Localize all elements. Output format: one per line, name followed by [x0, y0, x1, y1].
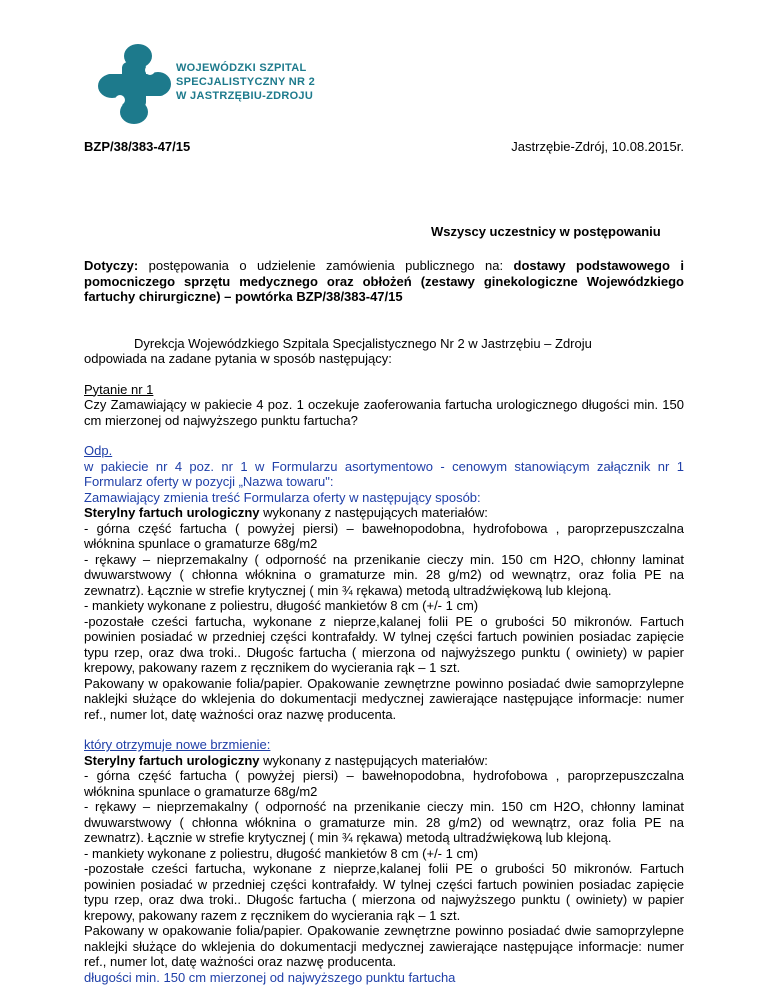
product-spec-p1: - górna część fartucha ( powyżej piersi) – bawełnopodobna, hydrofobowa , paroprzepuszczalna włóknina spunlace o gramaturze 68g/m2 [84, 520, 684, 551]
product-title-suffix: wykonany z następujących materiałów: [259, 505, 488, 520]
hospital-cross-logo-icon [96, 42, 174, 126]
new-wording-heading: który otrzymuje nowe brzmienie: [84, 737, 271, 752]
product-spec-p5: Pakowany w opakowanie folia/papier. Opakowanie zewnętrzne powinno posiadać dwie samoprzylepne naklejki służące do wklejenia do dokumentacji medycznej zawierające następujące informacje: numer ref., numer lot, datę ważności oraz nazwę producenta. [84, 675, 684, 722]
product-spec-p3: - mankiety wykonane z poliestru, długość mankietów 8 cm (+/- 1 cm) [84, 845, 479, 861]
product-spec-old [84, 505, 684, 722]
product-spec-p4: -pozostałe cześci fartucha, wykonane z nieprze,kalanej folii PE o grubości 50 mikronów. Fartuch powinien posiadać w przedniej części kontrafałdy. W tylnej części fartuch powinien posiadac zapięcie typu rzep, oraz dwa troki.. Długośc fartucha ( mierzona od najwyższego punktu ( owiniety) w papier krepowy, pakowany razem z ręcznikem do wycierania rąk – 1 szt. [84, 613, 684, 675]
product-spec-p1: - górna część fartucha ( powyżej piersi) – bawełnopodobna, hydrofobowa , paroprzepuszczalna włóknina spunlace o gramaturze 68g/m2 [84, 768, 684, 799]
final-note: długości min. 150 cm mierzonej od najwyższego punktu fartucha [84, 969, 456, 985]
product-spec-p2: - rękawy – nieprzemakalny ( odporność na przenikanie cieczy min. 150 cm H2O, chłonny laminat dwuwarstwowy ( chłonna włóknina o gramaturze min. 28 g/m2) od wewnątrz, oraz folia PE na zewnatrz). Łącznie w strefie krytycznej ( min ¾ rękawa) metodą ultradźwiękową lub klejoną. [84, 799, 684, 845]
hospital-name [176, 61, 315, 103]
product-title-line [84, 753, 684, 769]
subject-bold: dostawy podstawowego i pomocniczego sprzętu medycznego oraz obłożeń (zestawy ginekologiczne Wojewódzkiego fartuchy chirurgiczne) – powtórka BZP/38/383-47/15 [84, 258, 684, 304]
intro-line-1: Dyrekcja Wojewódzkiego Szpitala Specjalistycznego Nr 2 w Jastrzębiu – Zdroju [134, 335, 592, 351]
reference-number: BZP/38/383-47/15 [84, 139, 191, 154]
subject-paragraph [84, 258, 684, 305]
subject-text: postępowania o udzielenie zamówienia publicznego na: [138, 258, 514, 273]
recipients: Wszyscy uczestnicy w postępowaniu [431, 224, 661, 239]
product-title: Sterylny fartuch urologiczny [84, 752, 260, 768]
hospital-name-line: SPECJALISTYCZNY NR 2 [176, 76, 316, 88]
product-title-line [84, 505, 684, 521]
place-date: Jastrzębie-Zdrój, 10.08.2015r. [511, 139, 684, 154]
product-title-suffix: wykonany z następujących materiałów: [259, 752, 488, 768]
letter-body [84, 258, 684, 985]
answer-line-1: w pakiecie nr 4 poz. nr 1 w Formularzu asortymentowo - cenowym stanowiącym załącznik nr 1 Formularz oferty w pozycji „Nazwa towaru": [84, 458, 684, 489]
product-spec-p2: - rękawy – nieprzemakalny ( odporność na przenikanie cieczy min. 150 cm H2O, chłonny laminat dwuwarstwowy ( chłonna włóknina o gramaturze min. 28 g/m2) od wewnątrz, oraz folia PE na zewnatrz). Łącznie w strefie krytycznej ( min ¾ rękawa) metodą ultradźwiękową lub klejoną. [84, 551, 684, 598]
question-text: Czy Zamawiający w pakiecie 4 poz. 1 oczekuje zaoferowania fartucha urologicznego długości min. 150 cm mierzonej od najwyższego punktu fartucha? [84, 397, 684, 428]
question-label: Pytanie nr 1 [84, 381, 154, 397]
subject-label: Dotyczy: [84, 258, 139, 273]
product-spec-p3: - mankiety wykonane z poliestru, długość mankietów 8 cm (+/- 1 cm) [84, 598, 479, 613]
answer-label: Odp. [84, 443, 113, 458]
hospital-name-line: WOJEWÓDZKI SZPITAL [176, 62, 307, 74]
intro-line-2: odpowiada na zadane pytania w sposób następujący: [84, 351, 392, 366]
hospital-logo [96, 42, 356, 126]
product-title: Sterylny fartuch urologiczny [84, 505, 260, 520]
product-spec-p4: -pozostałe cześci fartucha, wykonane z nieprze,kalanej folii PE o grubości 50 mikronów. Fartuch powinien posiadać w przedniej części kontrafałdy. W tylnej części fartuch powinien posiadac zapięcie typu rzep, oraz dwa troki.. Długośc fartucha ( mierzona od najwyższego punktu ( owiniety) w papier krepowy, pakowany razem z ręcznikem do wycierania rąk – 1 szt. [84, 861, 684, 923]
product-spec-p5: Pakowany w opakowanie folia/papier. Opakowanie zewnętrzne powinno posiadać dwie samoprzylepne naklejki służące do wklejenia do dokumentacji medycznej zawierające następujące informacje: numer ref., numer lot, datę ważności oraz nazwę producenta. [84, 923, 684, 969]
answer-line-2: Zamawiający zmienia treść Formularza oferty w następujący sposób: [84, 489, 481, 505]
hospital-name-line: W JASTRZĘBIU-ZDROJU [176, 90, 314, 102]
product-spec-new [84, 753, 684, 970]
